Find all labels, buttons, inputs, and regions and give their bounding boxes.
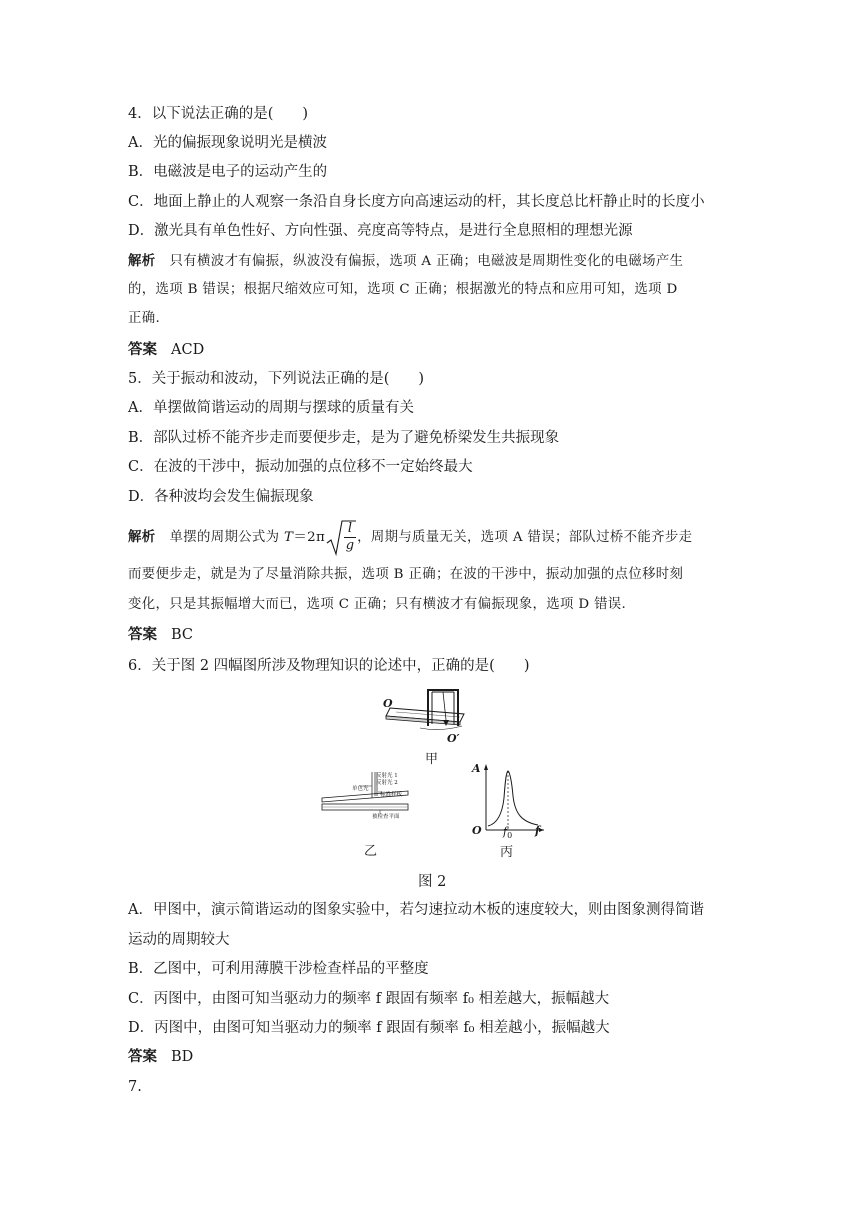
q5-explanation-pre: 单摆的周期公式为 — [169, 530, 280, 545]
q6-stem: 6．关于图 2 四幅图所涉及物理知识的论述中，正确的是( ) — [128, 658, 530, 674]
q4-answer-value: ACD — [171, 342, 205, 358]
q6-option-b: B．乙图中，可利用薄膜干涉检查样品的平整度 — [128, 961, 429, 977]
q5-stem: 5．关于振动和波动，下列说法正确的是( ) — [128, 371, 425, 387]
formula-denominator: g — [345, 537, 355, 553]
q5-answer — [128, 625, 193, 645]
q4-explanation-label: 解析 — [128, 253, 156, 269]
q6-option-c: C．丙图中，由图可知当驱动力的频率 f 跟固有频率 f₀ 相差越大，振幅越大 — [128, 991, 610, 1007]
q6-option-d: D．丙图中，由图可知当驱动力的频率 f 跟固有频率 f₀ 相差越小，振幅越大 — [128, 1020, 610, 1036]
q4-option-d: D．激光具有单色性好、方向性强、亮度高等特点，是进行全息照相的理想光源 — [128, 223, 633, 239]
q4-explanation-line-1 — [128, 251, 683, 272]
q5-explanation-line-1 — [128, 518, 692, 556]
q4-option-b: B．电磁波是电子的运动产生的 — [128, 164, 328, 180]
q6-answer-value: BD — [171, 1049, 194, 1065]
q5-explanation-line-3: 变化，只是其振幅增大而已，选项 C 正确；只有横波才有偏振现象，选项 D 错误. — [128, 597, 627, 612]
q5-option-c: C．在波的干涉中，振动加强的点位移不一定始终最大 — [128, 459, 473, 475]
q4-explanation-text-1: 只有横波才有偏振，纵波没有偏振，选项 A 正确；电磁波是周期性变化的电磁场产生 — [169, 254, 684, 269]
q5-option-d: D．各种波均会发生偏振现象 — [128, 489, 314, 505]
q4-explanation-line-3: 正确. — [128, 311, 161, 326]
figure-jia-label-o: O — [383, 697, 393, 710]
figure-jia-pendulum-apparatus — [380, 684, 480, 750]
q4-answer — [128, 340, 204, 360]
q5-answer-value: BC — [171, 627, 194, 643]
q4-option-a: A．光的偏振现象说明光是横波 — [128, 135, 327, 151]
figure-yi-label-inspected-surface: 被检查平面 — [372, 814, 400, 820]
figure-bing-axis-a-label: A — [472, 762, 481, 775]
q4-stem: 4．以下说法正确的是( ) — [128, 106, 309, 122]
q5-answer-label: 答案 — [128, 626, 157, 643]
q5-explanation-post: ，周期与质量无关，选项 A 错误；部队过桥不能齐步走 — [357, 530, 693, 545]
figure-bing-f0-subscript: 0 — [507, 831, 513, 841]
figure-jia-caption: 甲 — [425, 752, 439, 767]
q6-answer — [128, 1047, 193, 1067]
q4-explanation-line-2: 的，选项 B 错误；根据尺缩效应可知，选项 C 正确；根据激光的特点和应用可知，选项 D — [128, 282, 678, 297]
figure-bing-origin-label: O — [472, 824, 482, 837]
sqrt-fraction — [326, 519, 356, 557]
figure-yi-thin-film-interference — [320, 770, 420, 820]
q5-option-a: A．单摆做简谐运动的周期与摆球的质量有关 — [128, 400, 414, 416]
formula-numerator: l — [344, 521, 356, 538]
figure-yi-label-monochromatic: 单色光 — [352, 786, 369, 792]
figure-bing-axis-f-label: f — [535, 824, 540, 837]
q6-answer-label: 答案 — [128, 1048, 157, 1065]
figure-jia-label-o-prime: O′ — [447, 732, 460, 745]
q5-explanation-line-2: 而要便步走，就是为了尽量消除共振，选项 B 正确；在波的干涉中，振动加强的点位移时刻 — [128, 567, 684, 582]
formula-t: T — [284, 530, 294, 545]
figure-bing-f0-label — [503, 825, 512, 840]
formula-eq: ＝2π — [293, 530, 326, 545]
q6-option-a-line-2: 运动的周期较大 — [128, 932, 230, 948]
q5-option-b: B．部队过桥不能齐步走而要便步走，是为了避免桥梁发生共振现象 — [128, 430, 560, 446]
figure-bing-f0-base: f — [503, 825, 508, 838]
q7-stem: 7. — [128, 1079, 142, 1095]
figure-yi-label-standard-plate: 标准样板 — [380, 792, 403, 798]
period-formula — [284, 520, 357, 553]
q4-answer-label: 答案 — [128, 341, 157, 358]
q5-explanation-label: 解析 — [128, 529, 156, 545]
figure-yi-caption: 乙 — [364, 844, 378, 859]
q6-option-a-line-1: A．甲图中，演示简谐运动的图象实验中，若匀速拉动木板的速度较大，则由图象测得简谐 — [128, 902, 704, 918]
figure-yi-label-reflected-1: 反射光 1 — [376, 773, 398, 779]
figure-2-caption: 图 2 — [418, 874, 447, 890]
q4-option-c: C．地面上静止的人观察一条沿自身长度方向高速运动的杆，其长度总比杆静止时的长度小 — [128, 194, 705, 210]
figure-yi-label-reflected-2: 反射光 2 — [376, 780, 398, 786]
figure-bing-caption: 丙 — [500, 845, 514, 860]
